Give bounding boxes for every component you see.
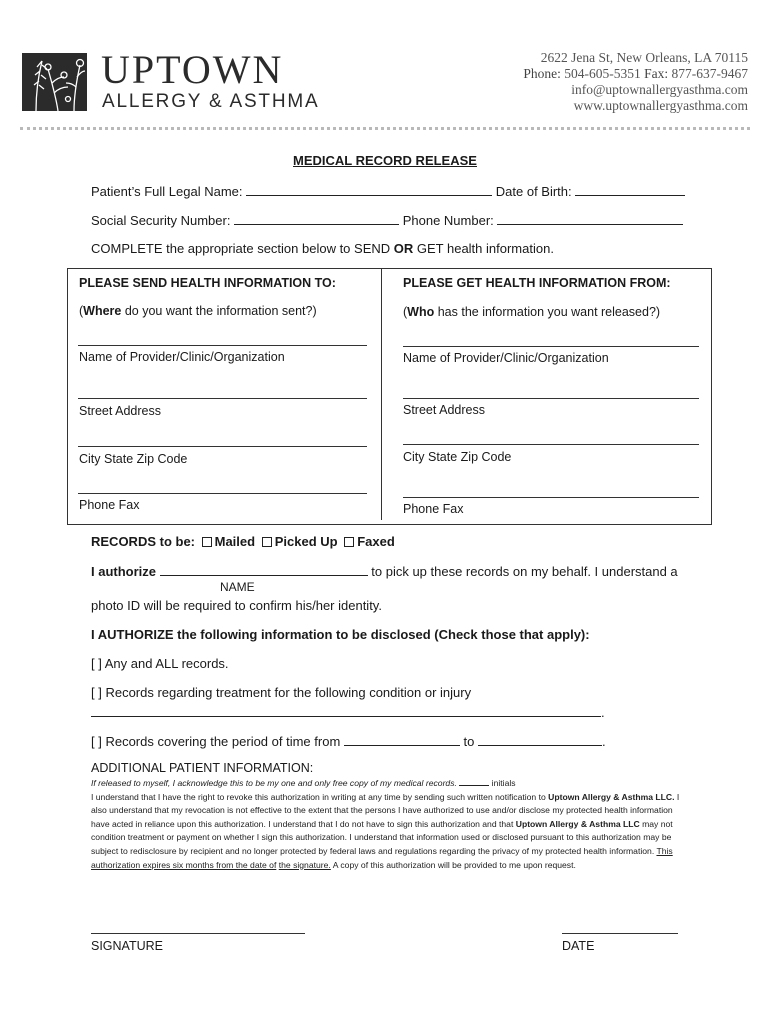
address: 2622 Jena St, New Orleans, LA 70115 — [540, 50, 748, 65]
send-q-rest: do you want the information sent?) — [121, 304, 317, 318]
instruction-pre: COMPLETE the appropriate section below to SEND — [91, 241, 394, 256]
send-street-label: Street Address — [79, 404, 161, 418]
phone-number-field[interactable] — [497, 212, 683, 225]
mailed-checkbox[interactable] — [202, 537, 212, 547]
logo-plant-icon — [22, 53, 87, 111]
dotted-divider — [20, 127, 750, 130]
get-question — [403, 305, 660, 319]
legal-text — [91, 791, 681, 873]
instruction-or: OR — [393, 241, 414, 256]
additional-paragraph — [91, 777, 681, 872]
legal-p3-underline1: This authorization expires six months from the date of — [91, 845, 673, 870]
initials-field[interactable] — [459, 777, 489, 786]
opt-period[interactable]: [ ] Records covering the period of time from — [91, 734, 341, 749]
brand-name: UPTOWN — [101, 47, 284, 92]
get-provider-label: Name of Provider/Clinic/Organization — [403, 351, 609, 365]
email: info@uptownallergyasthma.com — [571, 82, 748, 97]
dob-field[interactable] — [575, 183, 685, 196]
send-provider-label: Name of Provider/Clinic/Organization — [79, 350, 285, 364]
dob-label: Date of Birth: — [495, 184, 572, 199]
free-copy-text: If released to myself, I acknowledge this to be my one and only free copy of my medical records. — [91, 778, 457, 788]
send-heading: PLEASE SEND HEALTH INFORMATION TO: — [79, 276, 336, 290]
period-dot: . — [602, 734, 606, 749]
records-row — [91, 534, 395, 549]
get-street-line[interactable] — [403, 398, 699, 399]
send-q-bold: Where — [83, 304, 122, 318]
phone-fax-line — [523, 66, 748, 82]
get-q-rest: has the information you want released?) — [434, 305, 661, 319]
get-city-label: City State Zip Code — [403, 450, 512, 464]
signature-line[interactable] — [91, 933, 305, 934]
ssn-field[interactable] — [234, 212, 399, 225]
authorize-row — [91, 563, 678, 579]
patient-name-field[interactable] — [246, 183, 492, 196]
get-q-open: ( — [403, 305, 408, 319]
instruction-line — [91, 241, 554, 256]
legal-p3-underline2: the signature. — [278, 859, 331, 870]
send-question — [79, 304, 317, 318]
legal-p2-bold: Uptown Allergy & Asthma LLC — [515, 818, 640, 829]
additional-heading: ADDITIONAL PATIENT INFORMATION: — [91, 761, 314, 775]
website: www.uptownallergyasthma.com — [573, 98, 748, 113]
date-line[interactable] — [562, 933, 678, 934]
send-city-label: City State Zip Code — [79, 452, 188, 466]
send-phone-line[interactable] — [78, 493, 367, 494]
authorize-lead: I authorize — [91, 564, 157, 579]
legal-p1: I understand that I have the right to revoke this authorization in writing at any time by sending such written notification to — [91, 791, 549, 802]
initials-label: initials — [491, 778, 516, 788]
legal-p3: may not condition treatment or payment on whether I sign this authorization. I understand that information used or disclosed pursuant to this authorization may be subject to redisclosure by recipient and no longer protected by federal laws and regulations regarding the privacy of my protected health information. — [91, 818, 673, 856]
photo-id-line: photo ID will be required to confirm his/her identity. — [91, 598, 382, 613]
opt-any-all[interactable]: [ ] Any and ALL records. — [91, 656, 229, 671]
signature-label: SIGNATURE — [91, 939, 163, 953]
instruction-post: GET health information. — [413, 241, 554, 256]
faxed-checkbox[interactable] — [344, 537, 354, 547]
send-provider-line[interactable] — [78, 345, 367, 346]
form-title: MEDICAL RECORD RELEASE — [293, 153, 477, 168]
patient-name-row — [91, 183, 685, 199]
mailed-label: Mailed — [214, 534, 256, 549]
send-phone-label: Phone Fax — [79, 498, 140, 512]
send-city-line[interactable] — [78, 446, 367, 447]
free-copy-line — [91, 777, 681, 791]
authorized-name-field[interactable] — [160, 563, 368, 576]
picked-up-checkbox[interactable] — [262, 537, 272, 547]
phone-value: 504-605-5351 — [564, 66, 641, 81]
get-phone-line[interactable] — [403, 497, 699, 498]
ssn-row — [91, 212, 683, 228]
period-to: to — [463, 734, 475, 749]
authorize-trail: to pick up these records on my behalf. I understand a — [371, 564, 678, 579]
send-street-line[interactable] — [78, 398, 367, 399]
get-provider-line[interactable] — [403, 346, 699, 347]
period-row — [91, 733, 606, 749]
legal-p1-bold: Uptown Allergy & Asthma LLC. — [548, 791, 675, 802]
name-caption: NAME — [220, 580, 255, 594]
disclose-heading: I AUTHORIZE the following information to be disclosed (Check those that apply): — [91, 627, 590, 642]
legal-p2: I also understand that my revocation is not effective to the extent that the persons I have authorized to use and/or disclose my protected health information have acted in reliance upon this authorization. I understand that I do not have to sign this authorization and that — [91, 791, 680, 829]
opt-condition[interactable]: [ ] Records regarding treatment for the following condition or injury — [91, 685, 472, 700]
patient-name-label: Patient’s Full Legal Name: — [91, 184, 243, 199]
get-phone-label: Phone Fax — [403, 502, 464, 516]
date-label: DATE — [562, 939, 595, 953]
faxed-label: Faxed — [357, 534, 395, 549]
period-to-field[interactable] — [478, 733, 602, 746]
brand-subtitle: ALLERGY & ASTHMA — [102, 91, 320, 112]
get-q-bold: Who — [407, 305, 435, 319]
fax-label: Fax: — [644, 66, 669, 81]
condition-field[interactable] — [91, 704, 601, 717]
records-label: RECORDS to be: — [91, 534, 195, 549]
get-heading: PLEASE GET HEALTH INFORMATION FROM: — [403, 276, 671, 290]
box-divider — [381, 268, 382, 520]
phone-number-label: Phone Number: — [402, 213, 494, 228]
condition-line-row — [91, 704, 605, 720]
get-city-line[interactable] — [403, 444, 699, 445]
get-street-label: Street Address — [403, 403, 485, 417]
fax-value: 877-637-9467 — [671, 66, 748, 81]
picked-up-label: Picked Up — [274, 534, 338, 549]
send-q-open: ( — [79, 304, 84, 318]
phone-label: Phone: — [523, 66, 561, 81]
legal-p4: A copy of this authorization will be provided to me upon request. — [330, 859, 576, 870]
period-from-field[interactable] — [344, 733, 460, 746]
condition-end-dot: . — [601, 705, 605, 720]
contact-block — [523, 50, 748, 114]
ssn-label: Social Security Number: — [91, 213, 231, 228]
